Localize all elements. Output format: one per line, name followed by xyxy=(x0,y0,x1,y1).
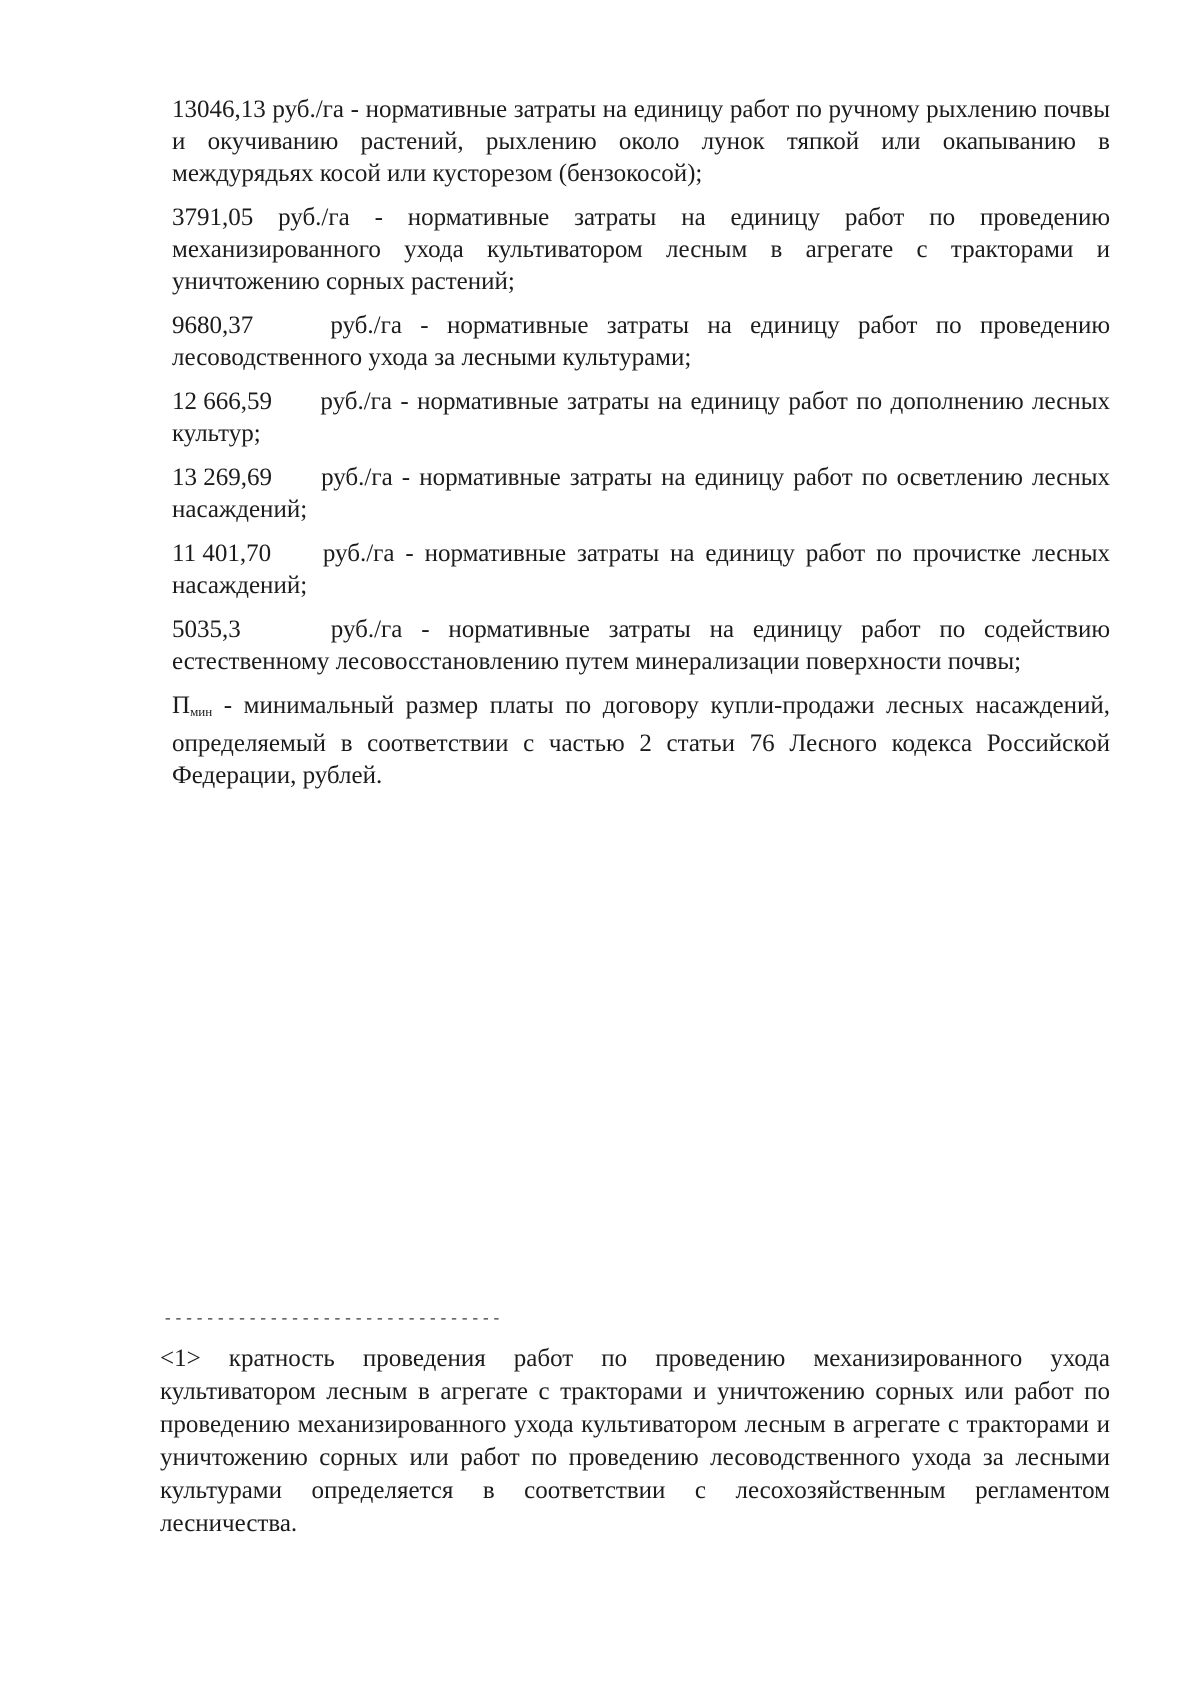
pmin-description: - минимальный размер платы по договору купли-продажи лесных насаждений, определяемый в соответствии с частью 2 статьи 76 Лесного кодекса Российской Федерации, рублей. xyxy=(172,692,1111,789)
cost-paragraph-2 xyxy=(172,202,1110,298)
cost-description: руб./га - нормативные затраты на единицу работ по содействию естественному лесовосстановлению путем минерализации поверхности почвы; xyxy=(172,616,1111,675)
cost-amount: 13046,13 xyxy=(172,96,266,123)
cost-paragraph-1 xyxy=(172,94,1110,190)
cost-description: руб./га - нормативные затраты на единицу работ по осветлению лесных насаждений; xyxy=(172,464,1111,523)
cost-paragraph-6 xyxy=(172,538,1110,602)
footnote-separator: -------------------------------- xyxy=(163,1310,503,1328)
cost-paragraph-3 xyxy=(172,310,1110,374)
cost-definitions xyxy=(172,94,1110,804)
cost-description: руб./га - нормативные затраты на единицу работ по прочистке лесных насаждений; xyxy=(172,540,1111,599)
pmin-paragraph xyxy=(172,690,1110,792)
pmin-subscript: мин xyxy=(190,704,213,719)
footnote: <1> кратность проведения работ по проведению механизированного ухода культиватором лесным в агрегате с тракторами и уничтожению сорных или работ по проведению механизированного ухода культиватором лесным в агрегате с тракторами и уничтожению сорных или работ по проведению лесоводственного ухода за лесными культурами определяется в соответствии с лесохозяйственным регламентом лесничества. xyxy=(160,1345,1110,1537)
cost-amount: 3791,05 xyxy=(172,204,254,231)
cost-description: руб./га - нормативные затраты на единицу работ по проведению лесоводственного ухода за лесными культурами; xyxy=(172,312,1110,371)
cost-description: руб./га - нормативные затраты на единицу работ по ручному рыхлению почвы и окучиванию растений, рыхлению около лунок тяпкой или окапыванию в междурядьях косой или кусторезом (бензокосой); xyxy=(172,96,1110,187)
cost-amount: 11 401,70 xyxy=(172,540,272,567)
cost-description: руб./га - нормативные затраты на единицу работ по дополнению лесных культур; xyxy=(172,388,1111,447)
pmin-symbol: П xyxy=(172,692,191,719)
cost-paragraph-4 xyxy=(172,386,1110,450)
cost-description: руб./га - нормативные затраты на единицу работ по проведению механизированного ухода культиватором лесным в агрегате с тракторами и уничтожению сорных растений; xyxy=(172,204,1111,295)
cost-amount: 12 666,59 xyxy=(172,388,272,415)
cost-amount: 13 269,69 xyxy=(172,464,272,491)
cost-paragraph-5 xyxy=(172,462,1110,526)
cost-amount: 9680,37 xyxy=(172,312,254,339)
cost-amount: 5035,3 xyxy=(172,616,241,643)
cost-paragraph-7 xyxy=(172,614,1110,678)
